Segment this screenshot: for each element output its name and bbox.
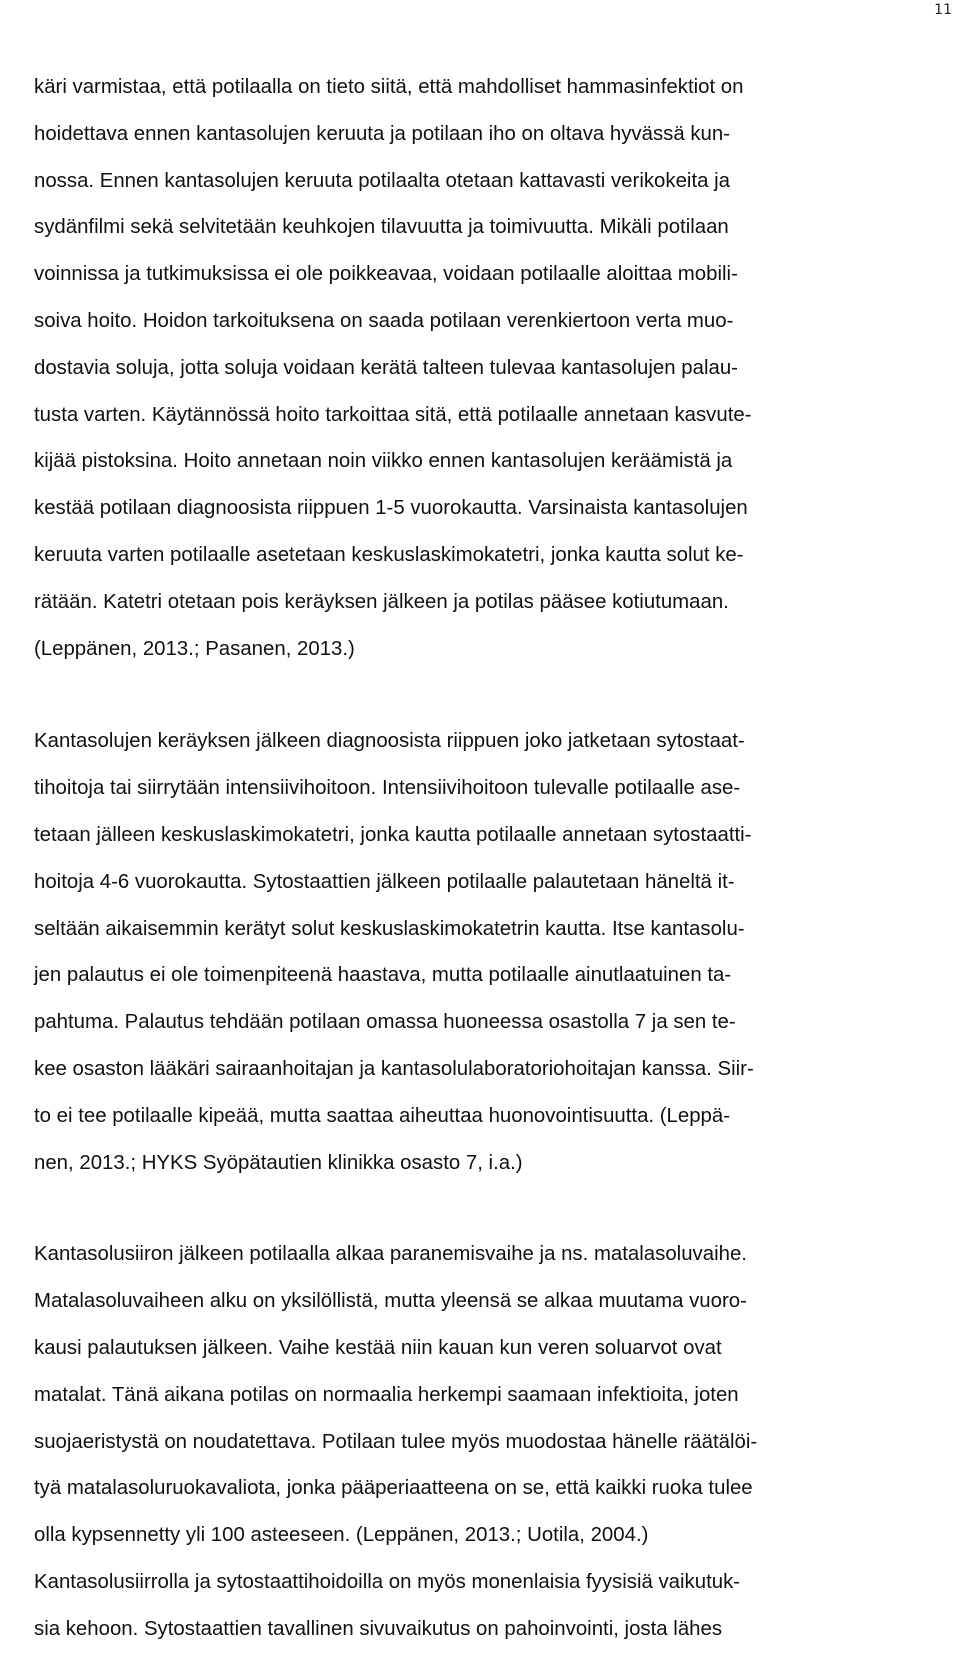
- text-line: tetaan jälleen keskuslaskimokatetri, jonka kautta potilaalle annetaan sytostaatti-: [34, 823, 752, 846]
- text-line: Kantasolujen keräyksen jälkeen diagnoosista riippuen joko jatketaan sytostaat-: [34, 730, 745, 753]
- text-line: tusta varten. Käytännössä hoito tarkoittaa sitä, että potilaalle annetaan kasvute-: [34, 403, 752, 426]
- text-line: to ei tee potilaalle kipeää, mutta saattaa aiheuttaa huonovointisuutta. (Leppä-: [34, 1104, 731, 1127]
- text-line: hoidettava ennen kantasolujen keruuta ja potilaan iho on oltava hyvässä kun-: [34, 122, 731, 145]
- text-line: nossa. Ennen kantasolujen keruuta potilaalta otetaan kattavasti verikokeita ja: [34, 169, 730, 192]
- paragraph-stem-cell-return: [34, 718, 954, 1186]
- paragraph-recovery-phase: [34, 1231, 954, 1652]
- text-line: sydänfilmi sekä selvitetään keuhkojen tilavuutta ja toimivuutta. Mikäli potilaan: [34, 216, 729, 239]
- text-line: kee osaston lääkäri sairaanhoitajan ja kantasolulaboratoriohoitajan kanssa. Siir-: [34, 1057, 754, 1080]
- text-line: olla kypsennetty yli 100 asteeseen. (Leppänen, 2013.; Uotila, 2004.): [34, 1524, 649, 1547]
- text-line: kestää potilaan diagnoosista riippuen 1-5 vuorokautta. Varsinaista kantasolujen: [34, 497, 748, 520]
- text-line: tyä matalasoluruokavaliota, jonka pääperiaatteena on se, että kaikki ruoka tulee: [34, 1477, 753, 1500]
- text-line: voinnissa ja tutkimuksissa ei ole poikkeavaa, voidaan potilaalle aloittaa mobili-: [34, 263, 738, 286]
- text-line: pahtuma. Palautus tehdään potilaan omassa huoneessa osastolla 7 ja sen te-: [34, 1011, 736, 1034]
- text-line: dostavia soluja, jotta soluja voidaan kerätä talteen tulevaa kantasolujen palau-: [34, 356, 738, 379]
- text-line: keruuta varten potilaalle asetetaan keskuslaskimokatetri, jonka kautta solut ke-: [34, 543, 744, 566]
- text-line: seltään aikaisemmin kerätyt solut keskuslaskimokatetrin kautta. Itse kantasolu-: [34, 917, 745, 940]
- text-line: rätään. Katetri otetaan pois keräyksen jälkeen ja potilas pääsee kotiutumaan.: [34, 590, 729, 613]
- text-line: suojaeristystä on noudatettava. Potilaan tulee myös muodostaa hänelle räätälöi-: [34, 1430, 758, 1453]
- paragraph-spacer: [34, 672, 954, 718]
- page-number: 11: [934, 2, 952, 18]
- text-line: Kantasolusiirrolla ja sytostaattihoidoilla on myös monenlaisia fyysisiä vaikutuk-: [34, 1570, 741, 1593]
- text-line: Matalasoluvaiheen alku on yksilöllistä, mutta yleensä se alkaa muutama vuoro-: [34, 1290, 747, 1313]
- text-line: hoitoja 4-6 vuorokautta. Sytostaattien jälkeen potilaalle palautetaan häneltä it-: [34, 870, 735, 893]
- text-line: matalat. Tänä aikana potilas on normaalia herkempi saamaan infektioita, joten: [34, 1383, 739, 1406]
- text-line: sia kehoon. Sytostaattien tavallinen sivuvaikutus on pahoinvointi, josta lähes: [34, 1617, 723, 1640]
- text-line: käri varmistaa, että potilaalla on tieto siitä, että mahdolliset hammasinfektiot on: [34, 76, 744, 98]
- text-line: tihoitoja tai siirrytään intensiivihoitoon. Intensiivihoitoon tulevalle potilaalle ase-: [34, 777, 741, 800]
- text-line: nen, 2013.; HYKS Syöpätautien klinikka osasto 7, i.a.): [34, 1151, 523, 1174]
- paragraph-stem-cell-collection: [34, 64, 954, 672]
- text-line: jen palautus ei ole toimenpiteenä haastava, mutta potilaalle ainutlaatuinen ta-: [34, 964, 732, 987]
- paragraph-spacer: [34, 1186, 954, 1231]
- text-line: Kantasolusiiron jälkeen potilaalla alkaa paranemisvaihe ja ns. matalasoluvaihe.: [34, 1243, 747, 1266]
- text-line: (Leppänen, 2013.; Pasanen, 2013.): [34, 637, 355, 660]
- text-line: kausi palautuksen jälkeen. Vaihe kestää niin kauan kun veren soluarvot ovat: [34, 1336, 722, 1359]
- text-line: kijää pistoksina. Hoito annetaan noin viikko ennen kantasolujen keräämistä ja: [34, 450, 733, 473]
- text-line: soiva hoito. Hoidon tarkoituksena on saada potilaan verenkiertoon verta muo-: [34, 309, 734, 332]
- document-body: [34, 64, 954, 1653]
